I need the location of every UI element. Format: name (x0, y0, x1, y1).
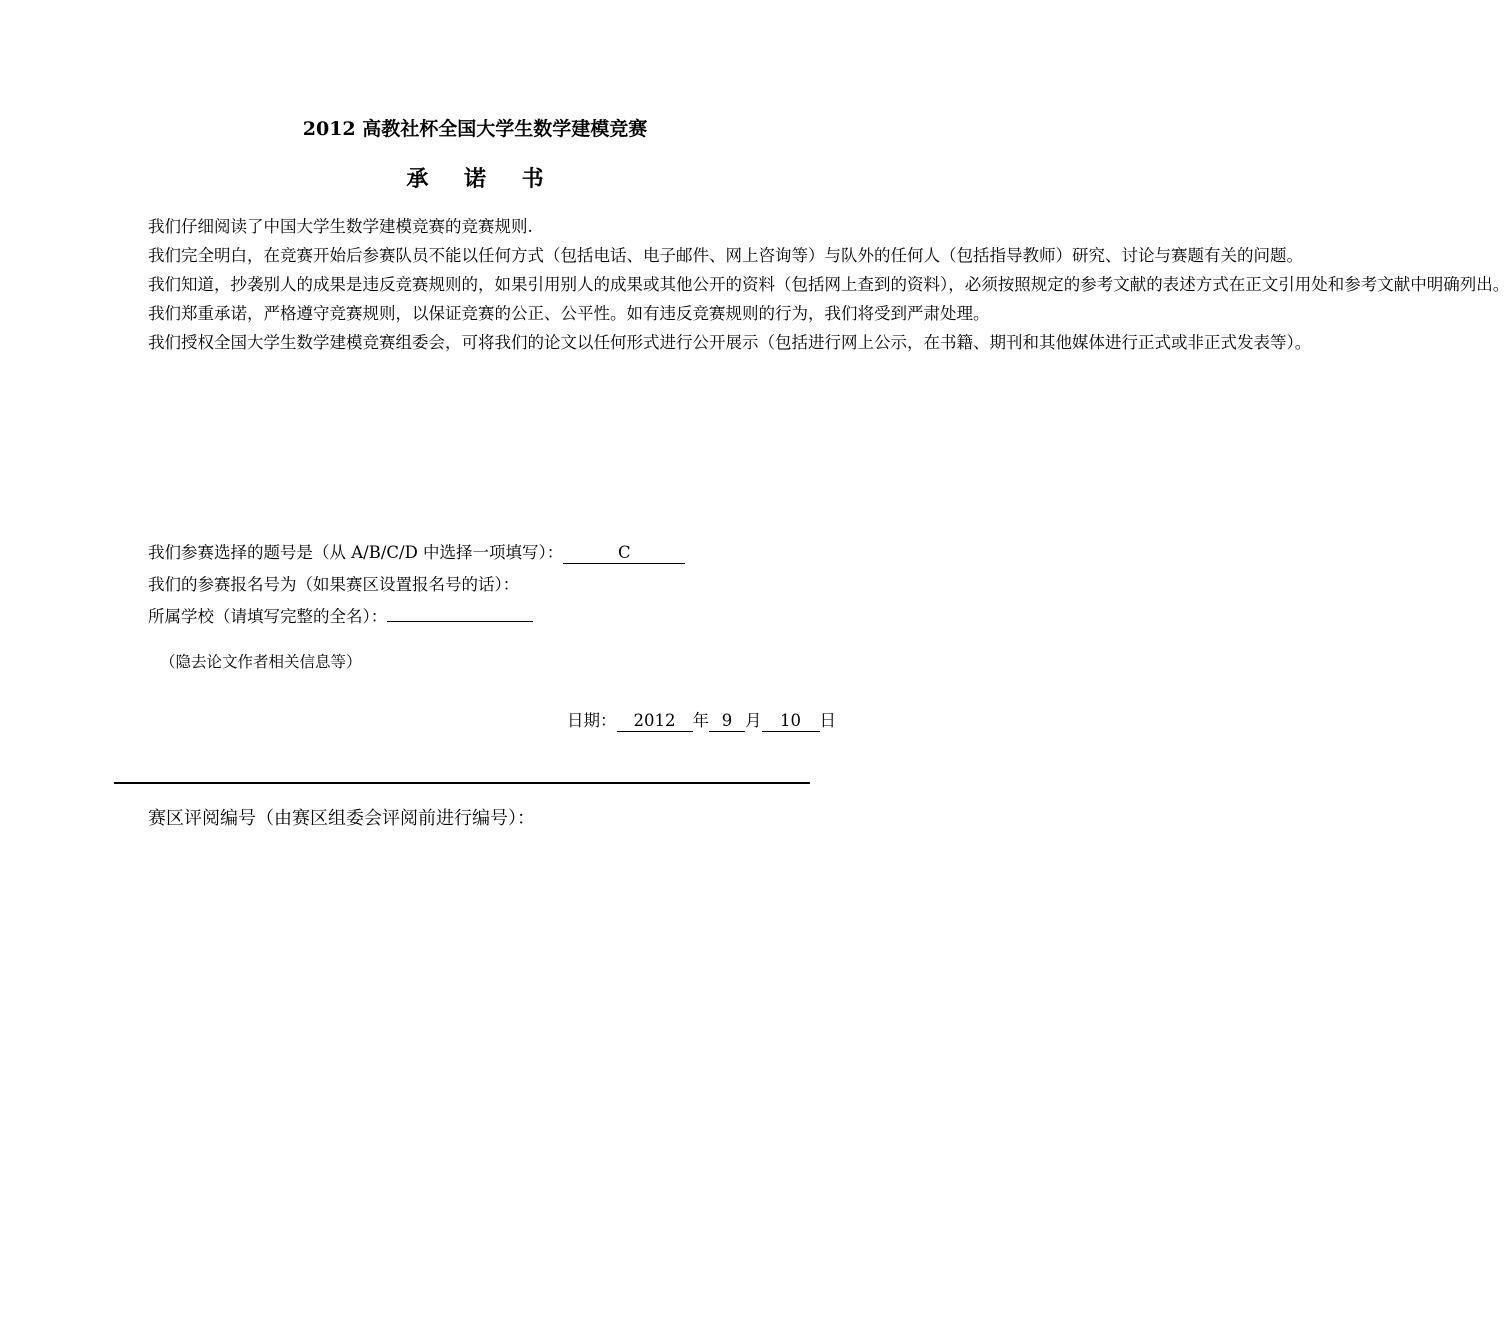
school-row (148, 601, 533, 627)
date-day-unit: 日 (819, 711, 836, 730)
paragraph-2: 我们完全明白，在竞赛开始后参赛队员不能以任何方式（包括电话、电子邮件、网上咨询等）与队外的任何人（包括指导教师）研究、讨论与赛题有关的问题。 (148, 246, 1303, 265)
date-year-field[interactable]: 2012 (617, 711, 693, 732)
date-day-field[interactable]: 10 (762, 711, 820, 732)
commitment-body (114, 212, 1509, 357)
school-field[interactable] (387, 601, 533, 622)
section-divider (114, 782, 810, 784)
problem-choice-field[interactable]: C (563, 543, 685, 564)
registration-row (148, 571, 519, 595)
hidden-info-note: （隐去论文作者相关信息等） (160, 653, 362, 671)
document-subtitle: 承 诺 书 (406, 166, 558, 192)
date-month-unit: 月 (745, 711, 762, 730)
date-year-unit: 年 (692, 711, 709, 730)
school-label: 所属学校（请填写完整的全名）： (148, 607, 388, 626)
problem-choice-label: 我们参赛选择的题号是（从 A/B/C/D 中选择一项填写）： (148, 543, 564, 562)
review-number-label: 赛区评阅编号（由赛区组委会评阅前进行编号）： (148, 808, 535, 829)
paragraph-4: 我们郑重承诺，严格遵守竞赛规则，以保证竞赛的公正、公平性。如有违反竞赛规则的行为，我们将受到严肃处理。 (148, 304, 990, 323)
date-row (567, 707, 836, 732)
document-title: 2012 高教社杯全国大学生数学建模竞赛 (302, 118, 648, 140)
problem-choice-row (148, 539, 685, 564)
paragraph-5: 我们授权全国大学生数学建模竞赛组委会，可将我们的论文以任何形式进行公开展示（包括进行网上公示，在书籍、期刊和其他媒体进行正式或非正式发表等）。 (148, 333, 1312, 352)
paragraph-1: 我们仔细阅读了中国大学生数学建模竞赛的竞赛规则. (148, 217, 533, 236)
date-label: 日期： (567, 711, 617, 730)
registration-label: 我们的参赛报名号为（如果赛区设置报名号的话）： (148, 575, 520, 594)
date-month-field[interactable]: 9 (709, 711, 745, 732)
paragraph-3: 我们知道，抄袭别人的成果是违反竞赛规则的，如果引用别人的成果或其他公开的资料（包括网上查到的资料），必须按照规定的参考文献的表述方式在正文引用处和参考文献中明确列出。 (148, 275, 1509, 294)
